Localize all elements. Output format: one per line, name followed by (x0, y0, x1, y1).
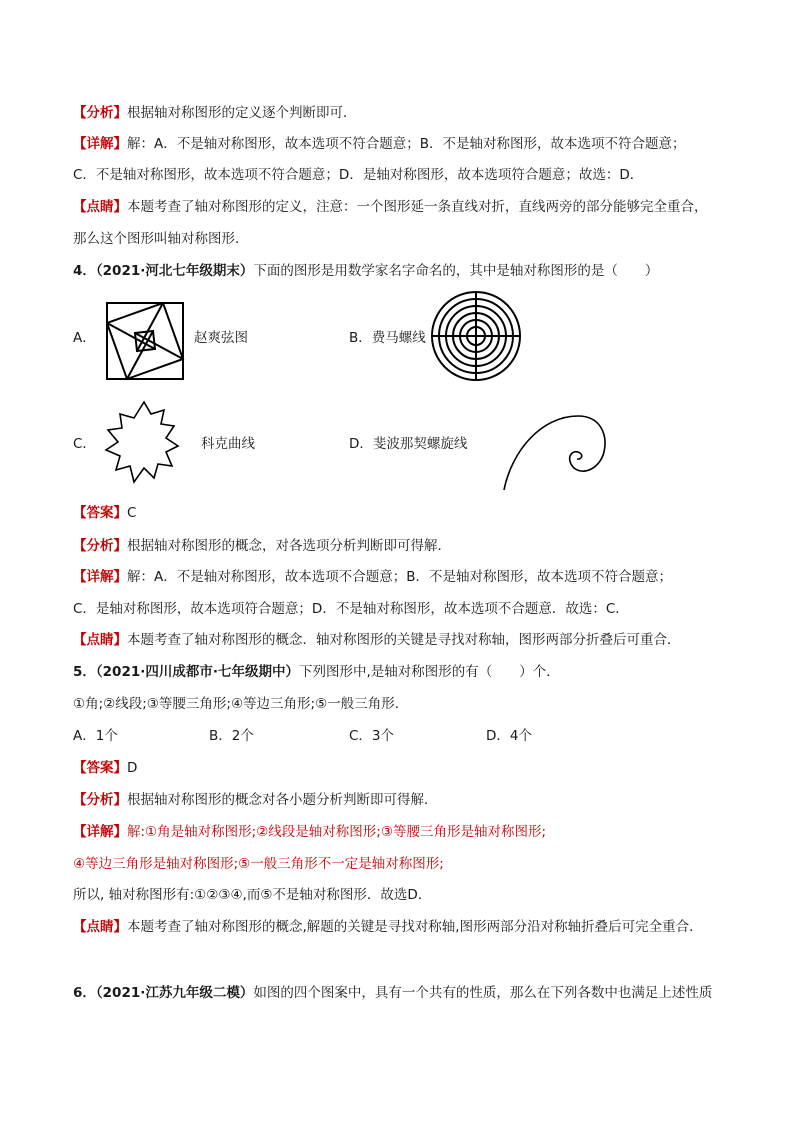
q5-detail-line2: ④等边三角形是轴对称图形;⑤一般三角形不一定是轴对称图形; (73, 856, 444, 872)
detail-tag: 【详解】 (73, 824, 127, 840)
answer-value: C (127, 505, 137, 521)
option-a-label: 赵爽弦图 (194, 330, 248, 346)
q6-number: 6． (73, 985, 96, 1001)
option-d-letter: D．斐波那契螺旋线 (349, 436, 468, 452)
answer-tag: 【答案】 (73, 505, 127, 521)
q4-comment (73, 630, 681, 650)
comment-text: 本题考查了轴对称图形的概念,解题的关键是寻找对称轴,图形两部分沿对称轴折叠后可完全重合． (127, 919, 703, 935)
q4-source: （2021·河北七年级期末） (95, 263, 254, 279)
q5-choice-c: C．3个 (349, 728, 395, 744)
q5-source: （2021·四川成都市·七年级期中） (95, 664, 299, 680)
q4-number: 4． (73, 263, 96, 279)
q3-detail-line2: C．不是轴对称图形，故本选项不符合题意；D．是轴对称图形，故本选项符合题意；故选：D． (73, 167, 644, 183)
option-d-label: 斐波那契螺旋线 (372, 436, 468, 452)
q5-analysis (73, 790, 438, 810)
analysis-text: 根据轴对称图形的概念对各小题分析判断即可得解． (127, 792, 438, 808)
q4-stem (73, 261, 658, 281)
comment-tag: 【点睛】 (73, 919, 127, 935)
option-b-label: 费马螺线 (371, 330, 426, 346)
option-c-letter: C． (73, 436, 96, 452)
detail-tag: 【详解】 (73, 569, 127, 585)
q6-source: （2021·江苏九年级二模） (95, 985, 254, 1001)
answer-value: D (127, 760, 138, 776)
q5-items: ①角;②线段;③等腰三角形;④等边三角形;⑤一般三角形． (73, 696, 409, 712)
option-c-label: 科克曲线 (201, 436, 255, 452)
detail-text: 解：A．不是轴对称图形，故本选项不合题意；B．不是轴对称图形，故本选项不符合题意； (127, 569, 672, 585)
q5-choice-a: A．1个 (73, 728, 118, 744)
answer-tag: 【答案】 (73, 760, 127, 776)
fibonacci-spiral (500, 410, 612, 492)
analysis-tag: 【分析】 (73, 105, 127, 121)
q6-stem-text: 如图的四个图案中，具有一个共有的性质，那么在下列各数中也满足上述性质 (253, 985, 713, 1001)
detail-text: 解:①角是轴对称图形;②线段是轴对称图形;③等腰三角形是轴对称图形; (127, 824, 547, 840)
option-b-letter: B．费马螺线 (349, 330, 426, 346)
q4-stem-text: 下面的图形是用数学家名字命名的，其中是轴对称图形的是（ ） (253, 263, 659, 279)
detail-tag: 【详解】 (73, 136, 127, 152)
q4-detail-line2: C．是轴对称图形，故本选项符合题意；D．不是轴对称图形，故本选项不合题意．故选：C． (73, 601, 629, 617)
zhao-shuang-diagram (105, 301, 185, 381)
option-a-letter: A． (73, 330, 96, 346)
comment-tag: 【点睛】 (73, 632, 127, 648)
q3-analysis (73, 103, 357, 123)
q5-number: 5． (73, 664, 96, 680)
q5-stem (73, 662, 560, 682)
analysis-text: 根据轴对称图形的定义逐个判断即可． (127, 105, 357, 121)
analysis-text: 根据轴对称图形的概念，对各选项分析判断即可得解． (127, 538, 451, 554)
q4-detail-line1 (73, 567, 672, 587)
q5-stem-text: 下列图形中,是轴对称图形的有（ ）个． (299, 664, 560, 680)
analysis-tag: 【分析】 (73, 792, 127, 808)
analysis-tag: 【分析】 (73, 538, 127, 554)
q3-comment-line2: 那么这个图形叫轴对称图形． (73, 231, 249, 247)
q4-analysis (73, 536, 451, 556)
q5-detail-line1 (73, 822, 546, 842)
comment-tag: 【点睛】 (73, 199, 127, 215)
q4-answer (73, 503, 136, 523)
q5-choice-d: D．4个 (486, 728, 532, 744)
q5-detail-line3: 所以, 轴对称图形有:①②③④,而⑤不是轴对称图形．故选D． (73, 887, 432, 903)
q5-comment (73, 917, 703, 937)
fermat-spiral (430, 290, 522, 382)
q5-choice-b: B．2个 (209, 728, 254, 744)
q3-detail-line1 (73, 134, 686, 154)
comment-text: 本题考查了轴对称图形的定义，注意：一个图形延一条直线对折，直线两旁的部分能够完全重合， (127, 199, 708, 215)
q6-stem (73, 983, 712, 1003)
koch-snowflake (98, 398, 190, 490)
q3-comment-line1 (73, 197, 708, 217)
q5-answer (73, 758, 137, 778)
comment-text: 本题考查了轴对称图形的概念．轴对称图形的关键是寻找对称轴，图形两部分折叠后可重合． (127, 632, 681, 648)
detail-text: 解：A．不是轴对称图形，故本选项不符合题意；B．不是轴对称图形，故本选项不符合题意； (127, 136, 686, 152)
